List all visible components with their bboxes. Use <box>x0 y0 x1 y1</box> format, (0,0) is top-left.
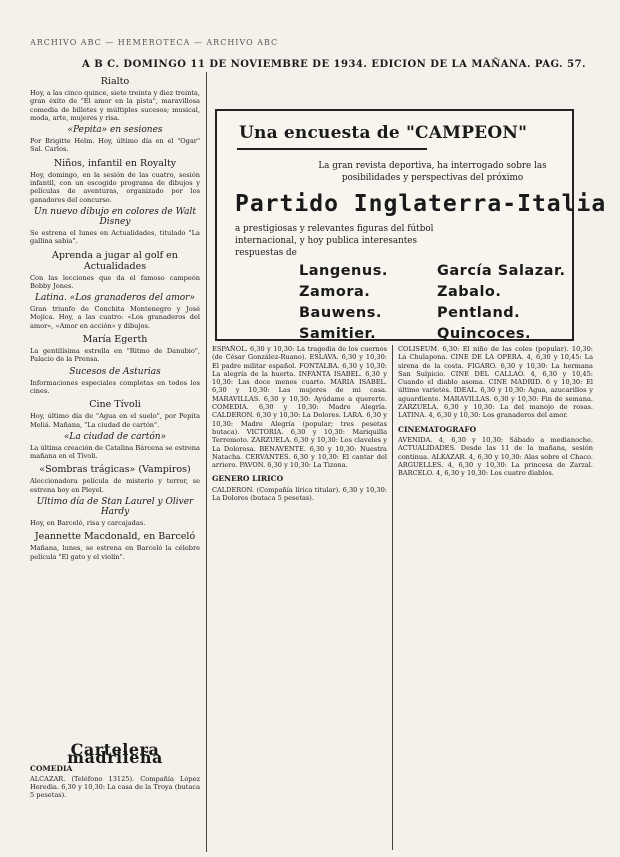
article-text: La última creación de Catalina Bárcena se estrena mañana en el Tívoli. <box>30 443 200 461</box>
article-heading: Niños, infantil en Royalty <box>53 157 177 169</box>
article-heading: «La ciudad de cartón» <box>63 431 167 442</box>
cartelera-block <box>30 740 200 852</box>
article-text: Se estrena el lunes en Actualidades, titulado "La gallina sabia". <box>30 228 200 246</box>
campeon-advertisement <box>215 109 607 342</box>
ad-title-underline <box>237 148 427 150</box>
ad-name: Pentland. <box>437 305 521 321</box>
article-heading: «Sombras trágicas» (Vampiros) <box>39 464 191 476</box>
ad-description: a prestigiosas y relevantes figuras del fútbol internacional, y hoy publica interesantes respuestas de <box>235 224 434 258</box>
genero-lirico-text: CALDERON. (Compañía lírica titular). 6,30 y 10,30: La Dolores (butaca 5 pesetas). <box>212 485 387 503</box>
left-column <box>30 72 200 737</box>
article-heading: Aprenda a jugar al golf en Actualidades <box>52 249 178 272</box>
ad-name: Samitier. <box>299 326 377 342</box>
article-text: Hoy, a las cinco quince, siete treinta y diez treinta, gran éxito de "El amor en la pista", maravillosa comedia de billetes y múltiples sucesos; musical, moda, arte, mujeres y risa. <box>30 89 200 122</box>
article-heading: Cine Tívoli <box>89 399 141 411</box>
ad-match-title: Partido Inglaterra-Italia <box>235 191 607 217</box>
article-text: Gran triunfo de Conchita Montenegro y José Mojica. Hoy, a las cuatro: «Los granaderos del amor», «Amor en acción» y dibujos. <box>30 305 200 330</box>
ad-name: García Salazar. <box>437 263 566 279</box>
article-heading: Sucesos de Asturias <box>69 366 161 377</box>
article-text: Aleccionadora película de misterio y terror, se estrena hoy en Pleyel. <box>30 477 200 494</box>
article-heading: Rialto <box>100 76 130 87</box>
cartelera-section: COMEDIA <box>30 763 73 773</box>
article-text: Por Brigitte Helm. Hoy, último día en el "Ogar" Sal. Carlos. <box>30 137 200 154</box>
article-heading: Latina. «Los granaderos del amor» <box>35 293 195 304</box>
article-heading: Ultimo día de Stan Laurel y Oliver Hardy <box>36 497 194 518</box>
column-rule <box>392 345 393 850</box>
article-text: La gentilísima estrella en "Ritmo de Danubio", Palacio de la Prensa. <box>30 347 200 364</box>
cartelera-title: Cartelera madrileña <box>67 740 163 768</box>
genero-lirico-heading: GENERO LIRICO <box>212 474 284 484</box>
ad-intro: La gran revista deportiva, ha interrogado sobre las posibilidades y perspectivas del próximo <box>318 161 547 183</box>
middle-column <box>212 345 387 850</box>
article-heading: María Egerth <box>82 334 148 346</box>
ad-name: Quincoces. <box>437 326 532 342</box>
article-text: Mañana, lunes, se estrena en Barceló la célebre película "El gato y el violín". <box>30 544 200 561</box>
article-heading: Jeannette Macdonald, en Barceló <box>34 531 196 543</box>
article-heading: Un nuevo dibujo en colores de Walt Disney <box>34 206 196 227</box>
article-text: Hoy, domingo, en la sesión de las cuatro, sesión infantil, con un escogido programa de dibujos y películas de aventuras, organizado por los ganadores del concurso. <box>30 170 200 204</box>
article-text: Con las lecciones que da el famoso campeón Bobby Jones. <box>30 273 200 290</box>
ad-name: Bauwens. <box>299 305 382 321</box>
column-rule <box>206 72 207 852</box>
mid-listings: ESPAÑOL. 6,30 y 10,30: La tragedia de los cuernos (de César González-Ruano). ESLAVA. 6,30 y 10,30: El padre militar español. FONTALBA. 6,30 y 10,30: La alegría de la huerta. INFANTA ISABEL. 6,30 y 10,30: Las doce menos cuarto. MARIA ISABEL. 6,30 y 10,30: Las mujeres de mi casa. MARAVILLAS. 6,30 y 10,30: Ayúdame a quererte. COMEDIA. 6,30 y 10,30: Madre Alegría. CALDERON. 6,30 y 10,30: La Dolores. LARA. 6,30 y 10,30: Madre Alegría (popular; tres pesetas butaca). VICTORIA. 6,30 y 10,30: Mariquilla Terremoto. ZARZUELA. 6,30 y 10,30: Los claveles y La Dolorosa. BENAVENTE. 6,30 y 10,30: Nuestra Natacha. CERVANTES. 6,30 y 10,30: El cantar del arriero. PAVON. 6,30 y 10,30: La Tizona. <box>212 345 387 470</box>
right-listings: COLISEUM. 6,30: El niño de las coles (popular). 10,30: La Chulapona. CINE DE LA OPERA. 4, 6,30 y 10,45: La sirena de la costa. FIGARO. 6,30 y 10,30: La hermana San Sulpicio. CINE DEL CALLAO. 4, 6,30 y 10,45: Cuando el diablo asoma. CINE MADRID. 6 y 10,30: El último varietés. IDEAL. 6,30 y 10,30: Agua, azucarillos y aguardiente. MARAVILLAS. 6,30 y 10,30: Fin de semana. ZARZUELA. 6,30 y 10,30: La del manojo de rosas. LATINA. 4, 6,30 y 10,30: Los granaderos del amor. <box>398 345 593 420</box>
ad-names-right <box>437 261 566 345</box>
ad-name: Langenus. <box>299 263 388 279</box>
article-text: Hoy, último día de "Agua en el suelo", por Pepita Meliá. Mañana, "La ciudad de cartón". <box>30 412 200 429</box>
cinematografo-text: AVENIDA. 4, 6,30 y 10,30: Sábado a medianoche. ACTUALIDADES. Desde las 11 de la mañana, sesión continua. ALKAZAR. 4, 6,30 y 10,30: Alas sobre el Chaco. ARGUELLES. 4, 6,30 y 10,30: La princesa de Zarzal. BARCELO. 4, 6,30 y 10,30: Los cuatro diablos. <box>398 435 593 478</box>
archive-strip: ARCHIVO ABC — HEMEROTECA — ARCHIVO ABC <box>30 38 279 47</box>
ad-names-left <box>299 261 388 345</box>
article-heading: «Pepita» en sesiones <box>67 125 163 136</box>
right-column <box>398 345 593 850</box>
cartelera-text: ALCAZAR. (Teléfono 13125). Compañía López Heredia. 6,30 y 10,30: La casa de la Troya (butaca 5 pesetas). <box>30 774 200 800</box>
article-text: Informaciones especiales completas en todos los cines. <box>30 378 200 395</box>
ad-name: Zabalo. <box>437 284 502 300</box>
article-text: Hoy, en Barceló, risa y carcajadas. <box>30 519 146 528</box>
page-header: A B C. DOMINGO 11 DE NOVIEMBRE DE 1934. EDICION DE LA MAÑANA. PAG. 57. <box>82 59 587 70</box>
cinematografo-heading: CINEMATOGRAFO <box>398 424 477 434</box>
ad-title: Una encuesta de "CAMPEON" <box>239 123 528 143</box>
ad-name: Zamora. <box>299 284 371 300</box>
